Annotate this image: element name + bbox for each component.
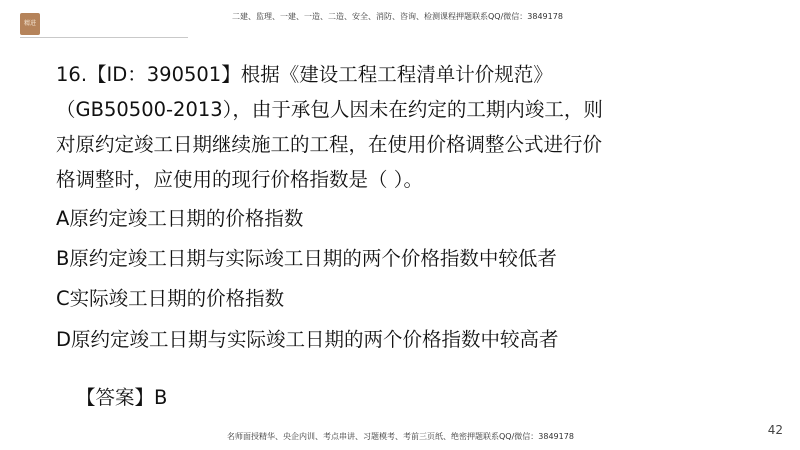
question-line: 格调整时，应使用的现行价格指数是（ ）。 xyxy=(56,168,423,191)
option-b: B原约定竣工日期与实际竣工日期的两个价格指数中较低者 xyxy=(56,247,557,270)
question-text xyxy=(56,57,656,197)
option-d: D原约定竣工日期与实际竣工日期的两个价格指数中较高者 xyxy=(56,328,559,351)
question-line: 16.【ID：390501】根据《建设工程工程清单计价规范》 xyxy=(56,63,553,86)
answer-text: 【答案】B xyxy=(76,386,168,409)
header-divider xyxy=(20,37,188,38)
page-number: 42 xyxy=(767,423,783,437)
question-line: （GB50500-2013），由于承包人因未在约定的工期内竣工，则 xyxy=(56,98,603,121)
option-a: A原约定竣工日期的价格指数 xyxy=(56,207,304,230)
footer-promo-text: 名师面授精华、央企内训、考点串讲、习题模考、考前三页纸、绝密押题联系QQ/微信：3849178 xyxy=(227,432,574,441)
brand-logo: 精进 xyxy=(20,13,40,35)
header-promo-text: 二建、监理、一建、一造、二造、安全、消防、咨询、检测课程押题联系QQ/微信：3849178 xyxy=(232,12,563,21)
option-c: C实际竣工日期的价格指数 xyxy=(56,287,285,310)
question-line: 对原约定竣工日期继续施工的工程，在使用价格调整公式进行价 xyxy=(56,133,603,156)
